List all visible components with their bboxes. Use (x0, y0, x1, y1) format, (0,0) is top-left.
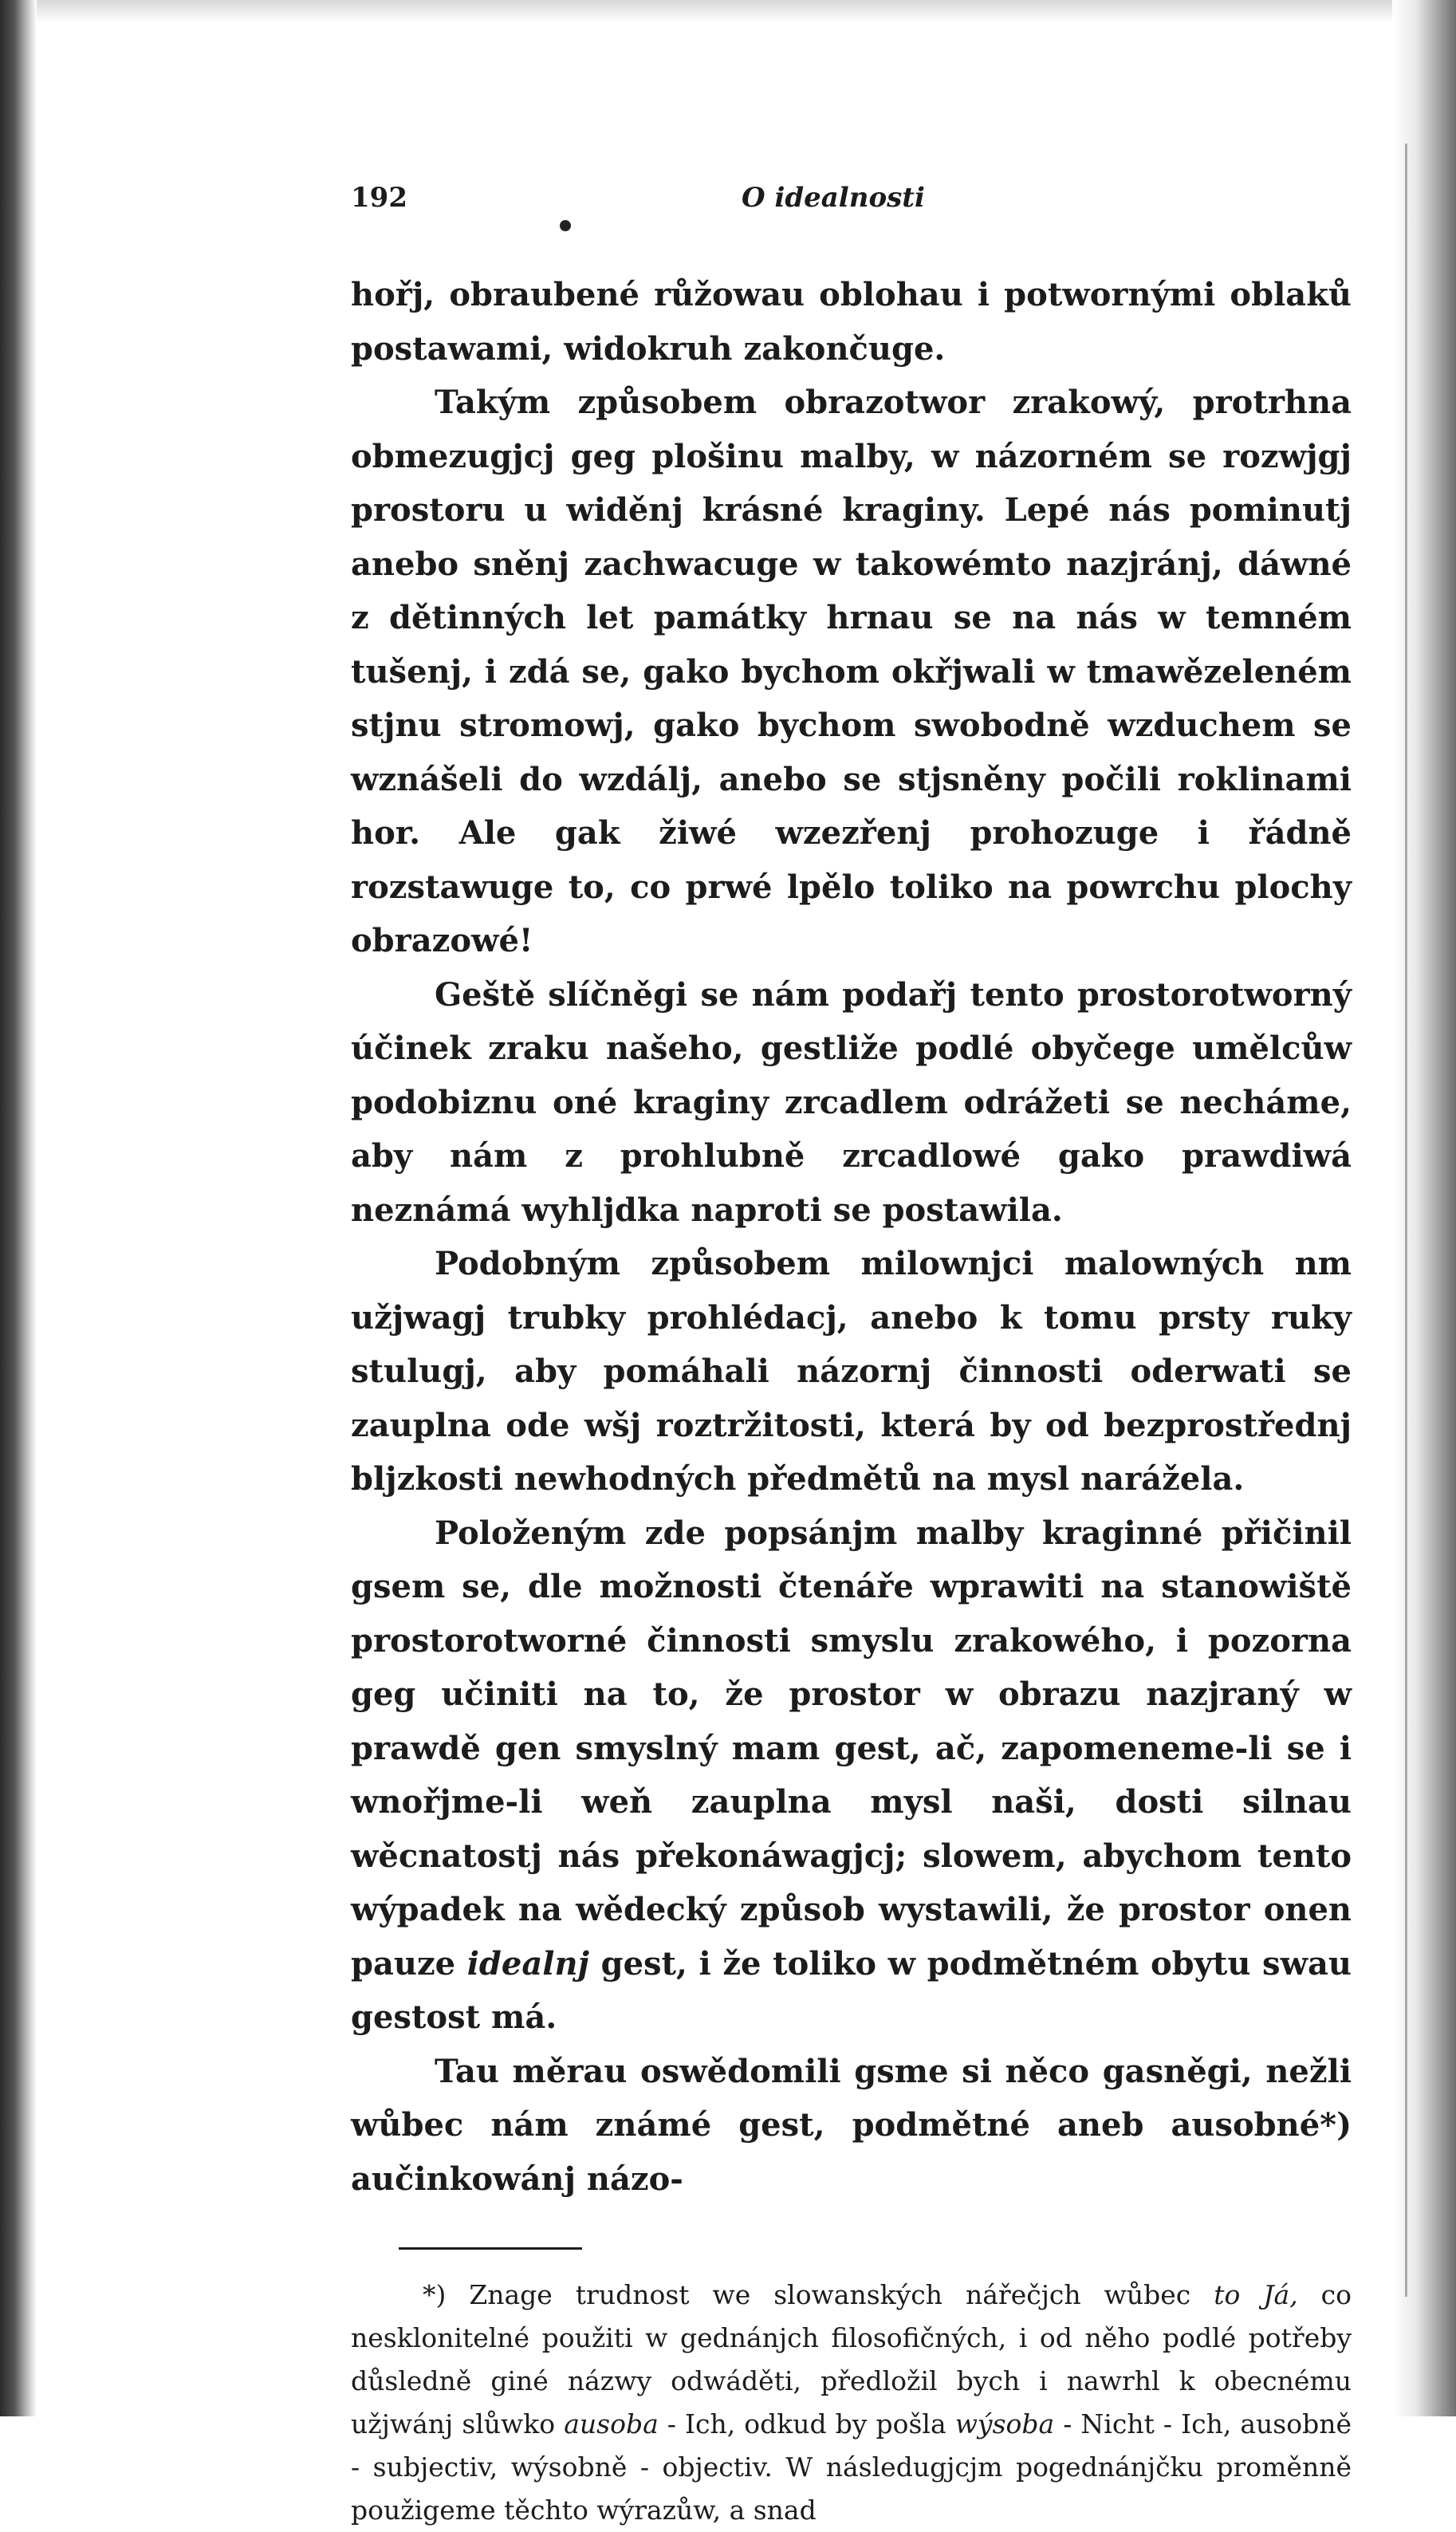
footnote-italic: wýsoba (954, 2408, 1055, 2439)
body-text (351, 268, 1352, 2206)
footnote-text: - Ich, odkud by pošla (658, 2408, 955, 2439)
paragraph (351, 1237, 1352, 1506)
footnote (351, 2274, 1352, 2532)
book-page (351, 182, 1352, 2532)
text-segment: Geště slíčněgi se nám podařj tento prostorotworný účinek zraku našeho, gestliže podlé obyčege umělcůw podobiznu oné kraginy zrcadlem odrážeti se necháme, aby nám z prohlubně zrcadlowé gako prawdiwá neznámá wyhljdka naproti se postawila. (351, 975, 1352, 1229)
italic-emphasis: idealnj (466, 1944, 590, 1983)
scan-top-edge (0, 0, 1456, 22)
footnote-text: *) Znage trudnost we slowanských nářečjch wůbec (423, 2279, 1214, 2310)
scan-right-edge (1392, 0, 1456, 2416)
paragraph-continuation (351, 268, 1352, 376)
page-number: 192 (351, 182, 407, 214)
footnote-italic: to Já, (1214, 2279, 1298, 2310)
page-header (351, 182, 1352, 230)
footnote-divider (399, 2247, 582, 2250)
text-segment: Takým způsobem obrazotwor zrakowý, protrhna obmezugjcj geg plošinu malby, w názorném se rozwjgj prostoru u widěnj krásné kraginy. Lepé nás pominutj anebo sněnj zachwacuge w takowémto nazjránj, dáwné z dětinných let památky hrnau se na nás w temném tušenj, i zdá se, gako bychom okřjwali w tmawězeleném stjnu stromowj, gako bychom swobodně wzduchem se wznášeli do wzdálj, anebo se stjsněny počili roklinami hor. Ale gak žiwé wzezřenj prohozuge i řádně rozstawuge to, co prwé lpělo toliko na powrchu plochy obrazowé! (351, 384, 1352, 959)
footnote-text: - Nicht - Ich, ausobně - subjectiv, wýsobně - objectiv. W následugjcjm pogednánjčku proměnně použigeme těchto wýrazůw, a snad (351, 2408, 1352, 2526)
text-segment: gest, i že toliko w podmětném obytu swau gestost má. (351, 1944, 1352, 2036)
footnote-text: co nesklonitelné použiti w gednánjch filosofičných, i od něho podlé potřeby důsledně giné názwy odwáděti, předložil bych i nawrhl k obecnému užjwánj slůwko (351, 2279, 1352, 2439)
text-segment: hořj, obraubené růžowau oblohau i potwornými oblaků postawami, widokruh zakončuge. (351, 276, 1352, 368)
text-segment: Podobným způsobem milownjci malowných nm užjwagj trubky prohlédacj, anebo k tomu prsty ruky stulugj, aby pomáhali názornj činnosti oderwati se zauplna ode wšj roztržitosti, která by od bezprostřednj bljzkosti newhodných předmětů na mysl narážela. (351, 1245, 1352, 1498)
text-segment: Položeným zde popsánjm malby kraginné přičinil gsem se, dle možnosti čtenáře wprawiti na stanowiště prostorotworné činnosti smyslu zrakowého, i pozorna geg učiniti na to, že prostor w obrazu nazjraný w prawdě gen smyslný mam gest, ač, zapomeneme-li se i wnořjme-li weň zauplna mysl naši, dosti silnau wěcnatostj nás překonáwagjcj; slowem, abychom tento wýpadek na wědecký způsob wystawili, že prostor onen pauze (351, 1514, 1352, 1983)
footnote-italic: ausoba (564, 2408, 659, 2439)
paragraph (351, 968, 1352, 1238)
ink-dot-mark (560, 220, 571, 231)
scan-left-edge (0, 0, 37, 2416)
binding-line (1405, 144, 1407, 2297)
running-title: O idealnosti (742, 182, 925, 214)
paragraph (351, 1506, 1352, 2045)
text-segment: Tau měrau oswědomili gsme si něco gasněgi, nežli wůbec nám známé gest, podmětné aneb ausobné*) aučinkowánj názo- (351, 2052, 1352, 2198)
paragraph (351, 2045, 1352, 2207)
paragraph (351, 376, 1352, 968)
